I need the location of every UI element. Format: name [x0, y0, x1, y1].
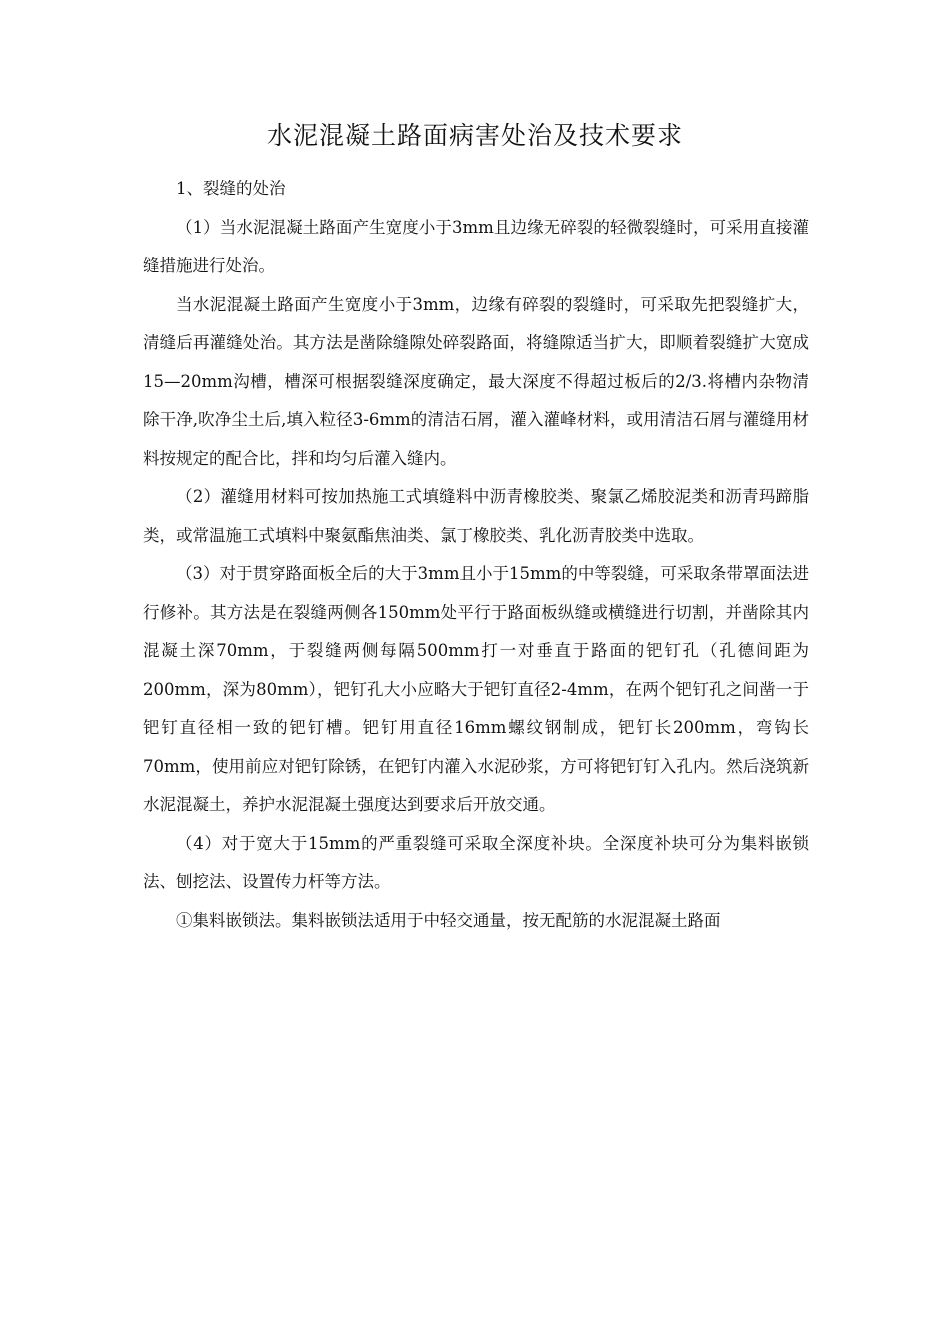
paragraph: （4）对于宽大于15mm的严重裂缝可采取全深度补块。全深度补块可分为集料嵌锁法、刨挖法、设置传力杆等方法。	[143, 833, 809, 891]
paragraph: ①集料嵌锁法。集料嵌锁法适用于中轻交通量，按无配筋的水泥混凝土路面	[176, 910, 721, 930]
document-title: 水泥混凝土路面病害处治及技术要求	[266, 121, 683, 150]
paragraph: （2）灌缝用材料可按加热施工式填缝料中沥青橡胶类、聚氯乙烯胶泥类和沥青玛蹄脂类，或常温施工式填料中聚氨酯焦油类、氯丁橡胶类、乳化沥青胶类中选取。	[143, 487, 809, 545]
paragraph: （3）对于贯穿路面板全后的大于3mm且小于15mm的中等裂缝，可采取条带罩面法进行修补。其方法是在裂缝两侧各150mm处平行于路面板纵缝或横缝进行切割，并凿除其内混凝土深70mm，于裂缝两侧每隔500mm打一对垂直于路面的钯钉孔（孔德间距为200mm，深为80mm），钯钉孔大小应略大于钯钉直径2-4mm，在两个钯钉孔之间凿一于钯钉直径相一致的钯钉槽。钯钉用直径16mm螺纹钢制成，钯钉长200mm，弯钩长70mm，使用前应对钯钉除锈，在钯钉内灌入水泥砂浆，方可将钯钉钉入孔内。然后浇筑新水泥混凝土，养护水泥混凝土强度达到要求后开放交通。	[143, 564, 809, 814]
paragraph: 当水泥混凝土路面产生宽度小于3mm，边缘有碎裂的裂缝时，可采取先把裂缝扩大，清缝后再灌缝处治。其方法是凿除缝隙处碎裂路面，将缝隙适当扩大，即顺着裂缝扩大宽成15—20mm沟槽，槽深可根据裂缝深度确定，最大深度不得超过板后的2/3.将槽内杂物清除干净,吹净尘土后,填入粒径3-6mm的清洁石屑，灌入灌峰材料，或用清洁石屑与灌缝用材料按规定的配合比，拌和均匀后灌入缝内。	[143, 294, 809, 468]
paragraph: （1）当水泥混凝土路面产生宽度小于3mm且边缘无碎裂的轻微裂缝时，可采用直接灌缝措施进行处治。	[143, 217, 809, 275]
section-heading: 1、裂缝的处治	[176, 179, 286, 198]
document-body	[143, 170, 809, 940]
